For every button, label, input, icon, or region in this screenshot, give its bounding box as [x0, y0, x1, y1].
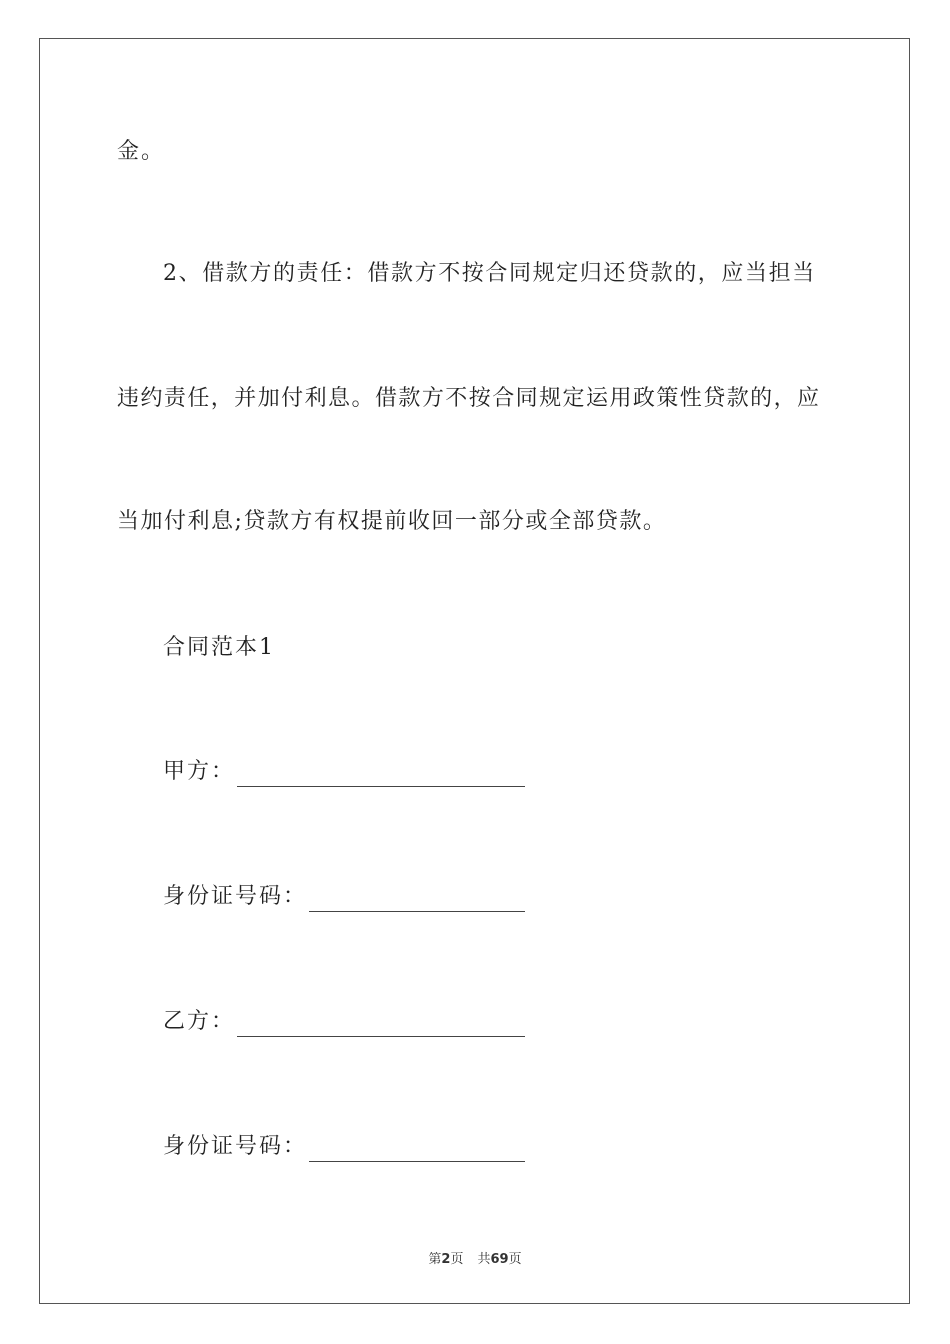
party-a-id-label: 身份证号码： — [163, 884, 308, 909]
clause-2-line-3: 当加付利息;贷款方有权提前收回一部分或全部贷款。 — [117, 509, 667, 534]
party-a-field — [163, 757, 525, 787]
party-a-blank[interactable] — [237, 764, 525, 787]
party-a-id-blank[interactable] — [309, 889, 525, 912]
party-b-blank[interactable] — [237, 1014, 525, 1037]
paragraph-tail: 金。 — [117, 139, 166, 164]
page-number: 2 — [441, 1252, 451, 1267]
page-footer — [0, 1248, 950, 1267]
page-prefix: 第 — [428, 1252, 442, 1267]
clause-2-line-1 — [163, 259, 833, 289]
section-title: 合同范本1 — [163, 635, 275, 660]
party-a-label: 甲方： — [163, 759, 236, 784]
clause-2-line-2: 违约责任，并加付利息。借款方不按合同规定运用政策性贷款的，应 — [117, 386, 821, 411]
party-a-id-field — [163, 882, 525, 912]
party-b-label: 乙方： — [163, 1009, 236, 1034]
page-suffix: 页 — [450, 1252, 464, 1267]
page-border — [39, 38, 910, 1304]
party-b-field — [163, 1007, 525, 1037]
party-b-id-label: 身份证号码： — [163, 1134, 308, 1159]
total-suffix: 页 — [508, 1252, 522, 1267]
party-b-id-blank[interactable] — [309, 1139, 525, 1162]
total-pages: 69 — [490, 1252, 509, 1267]
total-prefix: 共 — [477, 1252, 491, 1267]
clause-2-line-1-text: 2、借款方的责任：借款方不按合同规定归还贷款的，应当担当 — [163, 261, 816, 286]
party-b-id-field — [163, 1132, 525, 1162]
